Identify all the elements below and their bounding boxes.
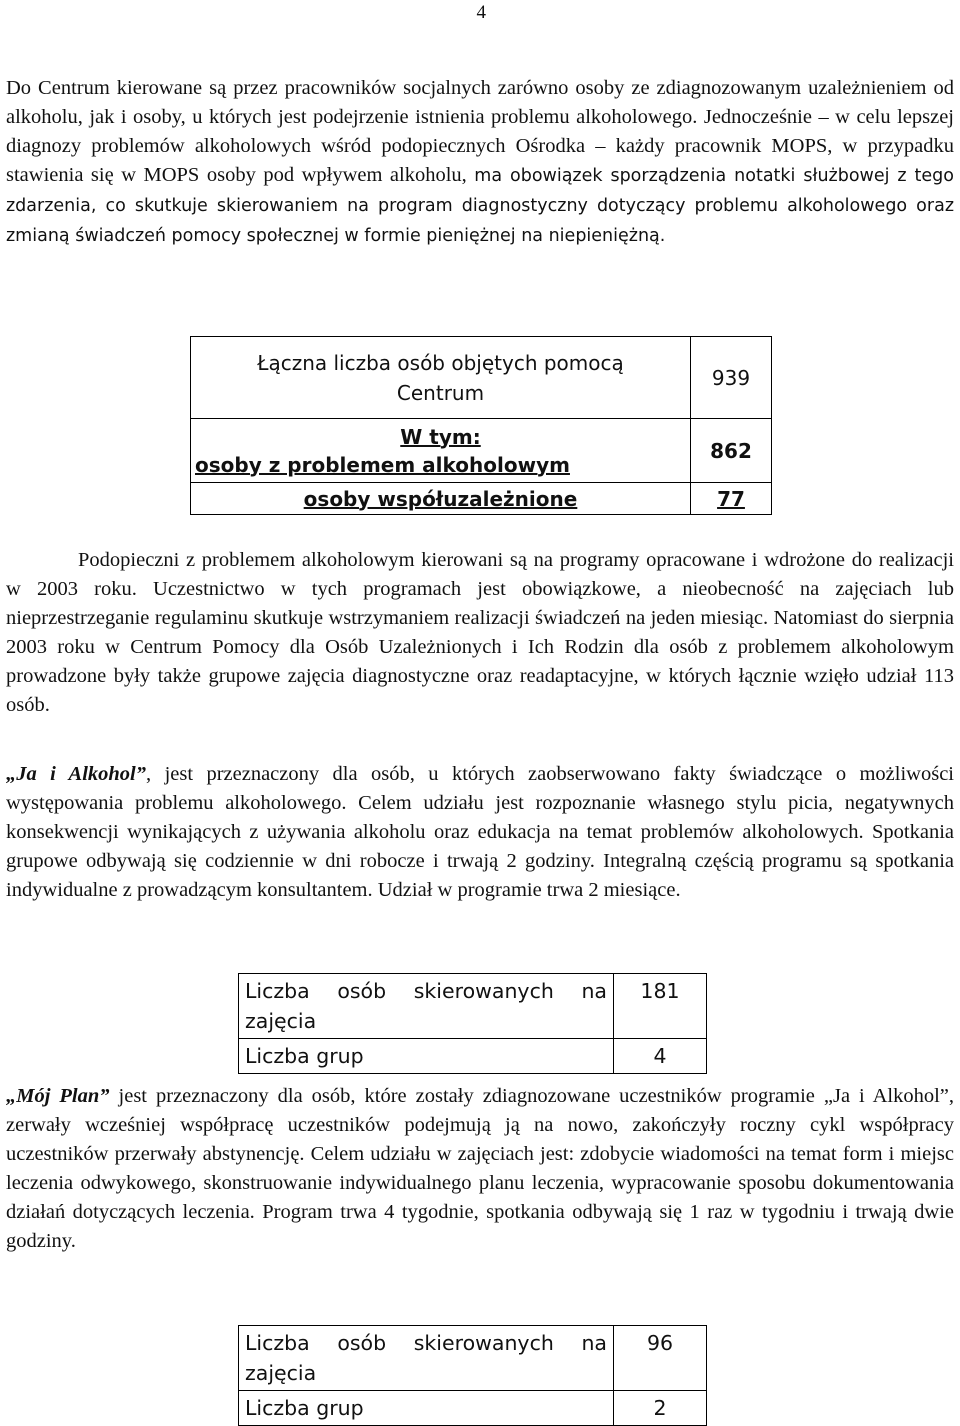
alcohol-label: osoby z problemem alkoholowym — [195, 452, 570, 477]
summary-table — [190, 336, 772, 515]
program2-name: „Mój Plan” — [6, 1085, 110, 1107]
page-number: 4 — [476, 2, 486, 23]
program2-paragraph — [6, 1082, 954, 1256]
program2-referred-value: 96 — [614, 1326, 707, 1391]
program1-groups-label: Liczba grup — [239, 1039, 614, 1074]
codependent-value: 77 — [691, 483, 772, 515]
intro-text-part1: Do Centrum kierowane są przez pracowników socjalnych zarówno osoby ze zdiagnozowanym uzależnieniem od alkoholu, jak i osoby, u których jest podejrzenie istnienia problemu alkoholowego. Jednocześnie – w celu lepszej diagnozy problemów alkoholowych wśród podopiecznych Ośrodka – każdy pracownik MOPS, w przypadku stawienia się w MOPS osoby pod wpływem alkoholu, — [6, 77, 954, 186]
including-cell — [191, 419, 691, 483]
program1-referred-label: Liczba osób skierowanych na zajęcia — [239, 974, 614, 1039]
alcohol-value: 862 — [691, 419, 772, 483]
intro-paragraph — [6, 74, 954, 251]
program2-text: jest przeznaczony dla osób, które zostały zdiagnozowane uczestników programie „Ja i Alkohol”, zerwały wcześniej współpracę uczestników podejmują ją na nowo, zakończyły roczny cykl współpracy uczestników przerwały abstynencję. Celem udziału w zajęciach jest: zdobycie wiadomości na temat form i miejsc leczenia odwykowego, skonstruowanie indywidualnego planu leczenia, wypracowanie sposobu dokumentowania działań dotyczących leczenia. Program trwa 4 tygodnie, spotkania odbywają się 1 raz w tygodniu i trwają dwie godziny. — [6, 1085, 955, 1252]
codependent-label: osoby współuzależnione — [191, 483, 691, 515]
total-label: Łączna liczba osób objętych pomocą Centrum — [257, 350, 624, 405]
program2-groups-label: Liczba grup — [239, 1391, 614, 1426]
programs-paragraph: Podopieczni z problemem alkoholowym kierowani są na programy opracowane i wdrożone do realizacji w 2003 roku. Uczestnictwo w tych programach jest obowiązkowe, a nieobecność na zajęciach lub nieprzestrzeganie regulaminu skutkuje wstrzymaniem realizacji świadczeń na jeden miesiąc. Natomiast do sierpnia 2003 roku w Centrum Pomocy dla Osób Uzależnionych i Ich Rodzin dla osób z problemem alkoholowym prowadzone były także grupowe zajęcia diagnostyczne oraz readaptacyjne, w których łącznie wzięło udział 113 osób. — [6, 549, 954, 716]
program2-referred-label: Liczba osób skierowanych na zajęcia — [239, 1326, 614, 1391]
program1-groups-value: 4 — [614, 1039, 707, 1074]
program1-referred-value: 181 — [614, 974, 707, 1039]
program1-text: , jest przeznaczony dla osób, u których zaobserwowano fakty świadczące o możliwości występowania problemu alkoholowego. Celem udziału jest rozpoznanie własnego stylu picia, negatywnych konsekwencji wynikających z używania alkoholu oraz edukacja na temat problemów alkoholowych. Spotkania grupowe odbywają się codziennie w dni robocze i trwają 2 godziny. Integralną częścią programu są spotkania indywidualne z prowadzącym konsultantem. Udział w programie trwa 2 miesiące. — [6, 763, 955, 901]
program1-name: „Ja i Alkohol” — [6, 763, 147, 785]
total-value: 939 — [691, 337, 772, 419]
program1-table — [238, 973, 707, 1074]
intro-text-part2: ma obowiązek sporządzenia notatki służbowej z tego zdarzenia, co skutkuje skierowaniem na program diagnostyczny dotyczący problemu alkoholowego oraz zmianą świadczeń pomocy społecznej w formie pieniężnej na niepieniężną. — [6, 166, 954, 246]
total-label-cell — [191, 337, 691, 419]
program2-groups-value: 2 — [614, 1391, 707, 1426]
program1-paragraph — [6, 760, 954, 905]
including-label: W tym: — [400, 424, 481, 449]
program2-table — [238, 1325, 707, 1426]
